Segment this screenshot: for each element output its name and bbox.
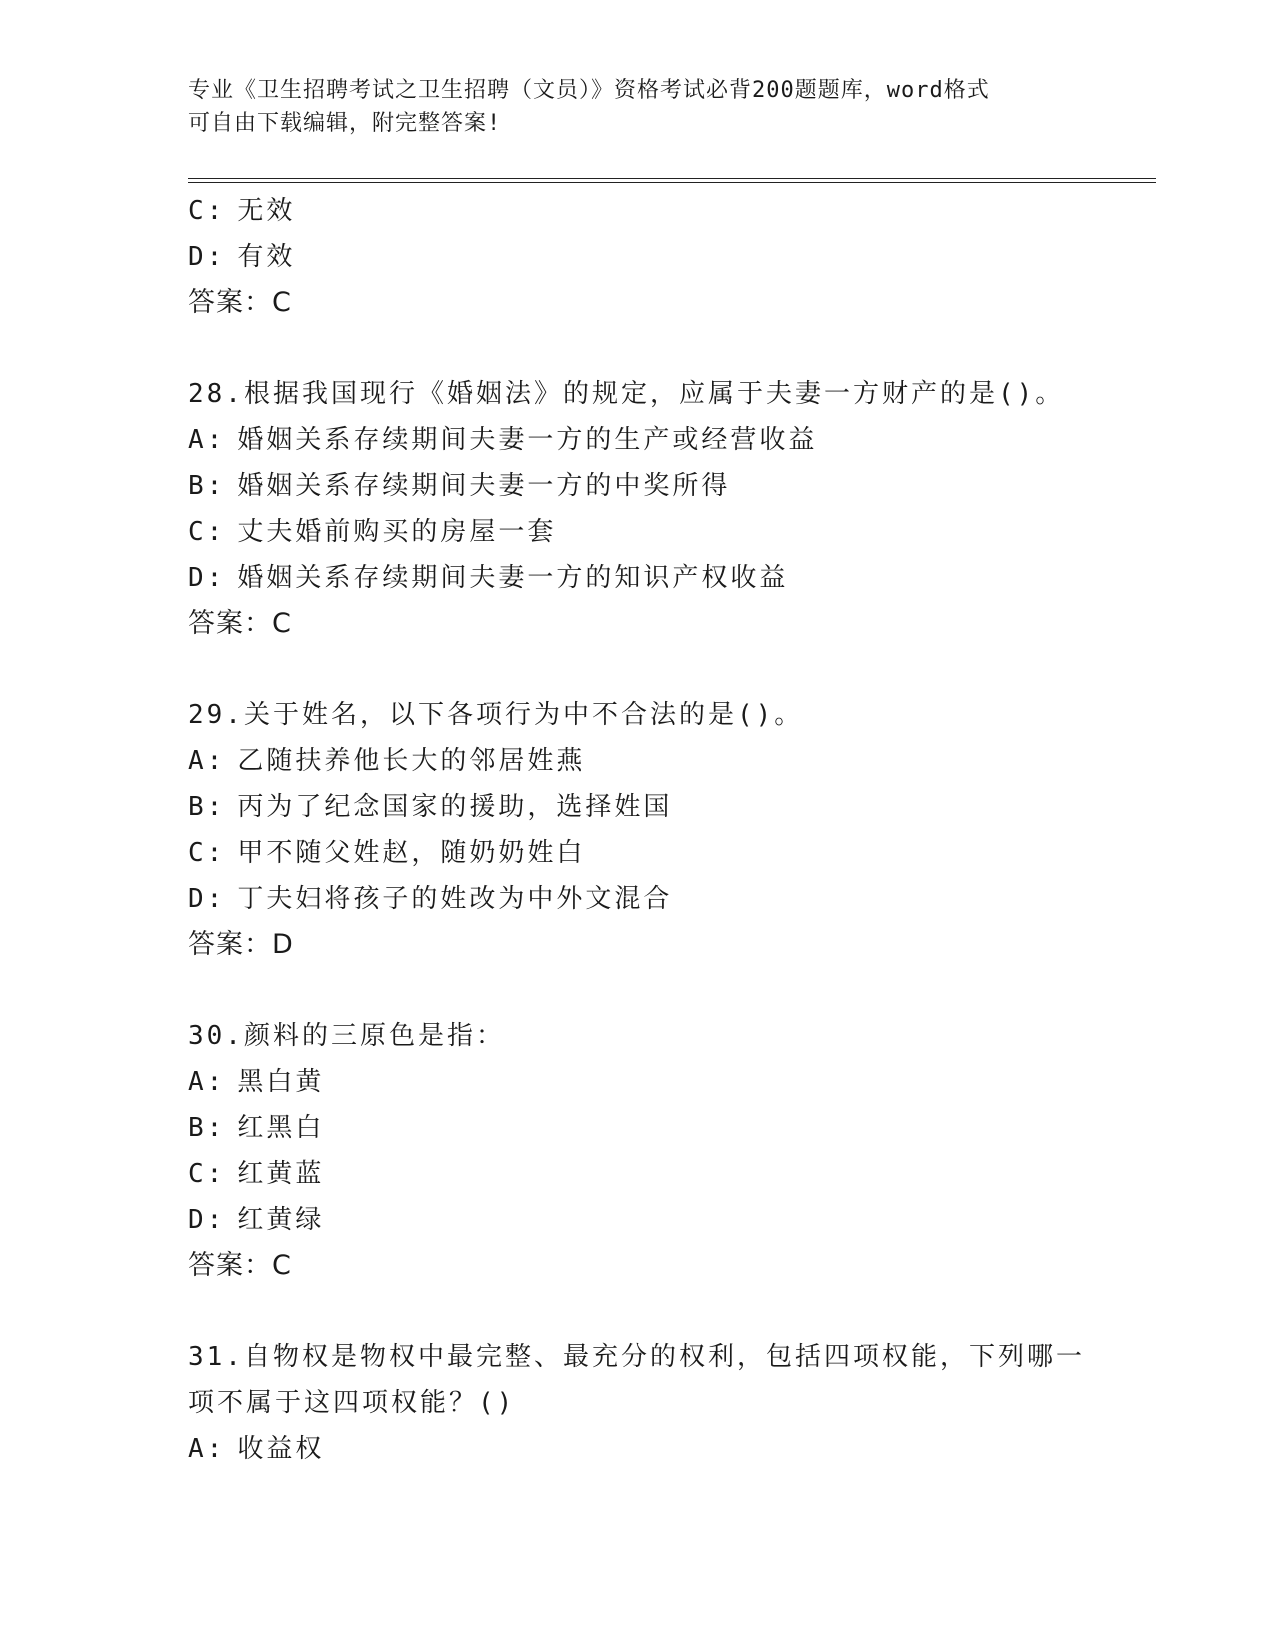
question-text-line-1: 31.自物权是物权中最完整、最充分的权利，包括四项权能，下列哪一: [188, 1342, 1085, 1372]
option-text: 丙为了纪念国家的援助，选择姓国: [237, 792, 673, 822]
option-d: [188, 876, 1088, 922]
option-text: 红黄绿: [237, 1205, 325, 1235]
option-b: [188, 784, 1088, 830]
option-label: D:: [188, 242, 226, 272]
option-label: D:: [188, 563, 226, 593]
option-label: A:: [188, 746, 226, 776]
question-31: [188, 1334, 1088, 1472]
option-text: 有效: [237, 242, 296, 272]
option-c: [188, 830, 1088, 876]
option-text: 无效: [237, 196, 296, 226]
option-label: C:: [188, 196, 226, 226]
option-a: [188, 1426, 1088, 1472]
header-divider: [188, 178, 1156, 183]
option-text: 丁夫妇将孩子的姓改为中外文混合: [237, 884, 673, 914]
option-text: 丈夫婚前购买的房屋一套: [237, 517, 557, 547]
option-text: 红黑白: [237, 1113, 325, 1143]
option-label: B:: [188, 1113, 226, 1143]
question-27-tail: [188, 188, 1088, 326]
option-a: [188, 417, 1088, 463]
option-text: 黑白黄: [237, 1067, 325, 1097]
question-text: 30.颜料的三原色是指：: [188, 1021, 505, 1051]
answer-line: 答案：D: [188, 929, 294, 960]
option-d: [188, 234, 1088, 280]
option-c: [188, 1151, 1088, 1197]
question-text: 29.关于姓名，以下各项行为中不合法的是()。: [188, 700, 804, 730]
option-label: C:: [188, 838, 226, 868]
document-header: [188, 74, 1068, 140]
option-b: [188, 463, 1088, 509]
option-text: 红黄蓝: [237, 1159, 325, 1189]
option-label: B:: [188, 792, 226, 822]
option-a: [188, 738, 1088, 784]
option-c: [188, 509, 1088, 555]
option-c: [188, 188, 1088, 234]
question-28: [188, 371, 1088, 647]
header-title-line-1: 专业《卫生招聘考试之卫生招聘（文员）》资格考试必背200题题库，word格式: [188, 78, 990, 103]
option-label: D:: [188, 1205, 226, 1235]
option-text: 收益权: [237, 1434, 325, 1464]
option-text: 婚姻关系存续期间夫妻一方的生产或经营收益: [237, 425, 818, 455]
option-b: [188, 1105, 1088, 1151]
option-label: A:: [188, 425, 226, 455]
option-text: 乙随扶养他长大的邻居姓燕: [237, 746, 586, 776]
option-d: [188, 1197, 1088, 1243]
question-text-line-2: 项不属于这四项权能？(): [188, 1388, 516, 1418]
header-title-line-2: 可自由下载编辑，附完整答案!: [188, 111, 502, 136]
option-text: 甲不随父姓赵，随奶奶姓白: [237, 838, 586, 868]
option-label: B:: [188, 471, 226, 501]
option-label: A:: [188, 1067, 226, 1097]
answer-line: 答案：C: [188, 287, 292, 318]
question-text: 28.根据我国现行《婚姻法》的规定，应属于夫妻一方财产的是()。: [188, 379, 1065, 409]
option-text: 婚姻关系存续期间夫妻一方的中奖所得: [237, 471, 731, 501]
question-29: [188, 692, 1088, 968]
option-d: [188, 555, 1088, 601]
option-text: 婚姻关系存续期间夫妻一方的知识产权收益: [237, 563, 789, 593]
option-label: C:: [188, 1159, 226, 1189]
option-label: A:: [188, 1434, 226, 1464]
option-a: [188, 1059, 1088, 1105]
answer-line: 答案：C: [188, 608, 292, 639]
answer-line: 答案：C: [188, 1250, 292, 1281]
option-label: C:: [188, 517, 226, 547]
question-list: [188, 188, 1088, 1472]
question-30: [188, 1013, 1088, 1289]
option-label: D:: [188, 884, 226, 914]
